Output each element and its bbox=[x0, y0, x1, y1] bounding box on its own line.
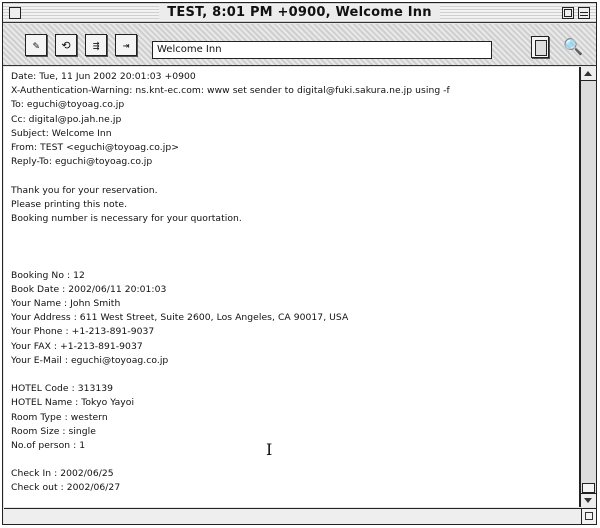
header-date: Date: Tue, 11 Jun 2002 20:01:03 +0900 bbox=[11, 71, 196, 82]
reply-icon[interactable]: ⟲ bbox=[55, 34, 77, 56]
message-body[interactable] bbox=[4, 67, 580, 507]
text-cursor-icon: I bbox=[266, 440, 273, 459]
pen-icon[interactable]: ✎ bbox=[25, 34, 47, 56]
header-reply-to: Reply-To: eguchi@toyoag.co.jp bbox=[11, 156, 153, 168]
scroll-down-icon[interactable] bbox=[581, 493, 596, 507]
forward-icon[interactable]: ⇶ bbox=[85, 34, 107, 56]
header-cc: Cc: digital@po.jah.ne.jp bbox=[11, 113, 122, 125]
binoculars-icon[interactable]: 🔍 bbox=[563, 37, 583, 56]
your-email: Your E-Mail : eguchi@toyoag.co.jp bbox=[11, 354, 169, 366]
your-phone: Your Phone : +1-213-891-9037 bbox=[11, 326, 155, 338]
scroll-up-icon[interactable] bbox=[581, 67, 596, 81]
intro-line: Please printing this note. bbox=[11, 198, 128, 210]
resize-handle-icon[interactable] bbox=[581, 509, 596, 524]
vertical-scrollbar[interactable] bbox=[580, 67, 596, 507]
bottom-bar bbox=[4, 508, 596, 524]
header-from: From: TEST <eguchi@toyoag.co.jp> bbox=[11, 141, 179, 153]
window-title: TEST, 8:01 PM +0900, Welcome Inn bbox=[3, 5, 596, 20]
hotel-code: HOTEL Code : 313139 bbox=[11, 383, 114, 395]
spacer bbox=[11, 254, 573, 268]
title-bar[interactable] bbox=[3, 3, 596, 23]
trash-icon[interactable] bbox=[531, 36, 549, 58]
spacer bbox=[11, 368, 573, 382]
spacer bbox=[11, 453, 573, 467]
spacer bbox=[11, 226, 573, 240]
check-in: Check In : 2002/06/25 bbox=[11, 468, 114, 480]
collapse-box[interactable] bbox=[578, 7, 590, 19]
your-name: Your Name : John Smith bbox=[11, 298, 121, 309]
room-type: Room Type : western bbox=[11, 411, 108, 423]
your-fax: Your FAX : +1-213-891-9037 bbox=[11, 340, 143, 352]
zoom-box[interactable] bbox=[562, 7, 574, 19]
spacer bbox=[11, 240, 573, 254]
subject-field[interactable]: Welcome Inn bbox=[152, 41, 492, 59]
header-warning: X-Authentication-Warning: ns.knt-ec.com: www set sender to digital@fuki.sakura.ne.jp using -f bbox=[11, 85, 450, 97]
toolbar bbox=[3, 24, 596, 66]
spacer bbox=[11, 169, 573, 183]
mail-window bbox=[2, 2, 597, 525]
header-subject: Subject: Welcome Inn bbox=[11, 127, 112, 139]
your-address: Your Address : 611 West Street, Suite 2600, Los Angeles, CA 90017, USA bbox=[11, 312, 349, 324]
room-size: Room Size : single bbox=[11, 425, 96, 437]
booking-no: Booking No : 12 bbox=[11, 269, 85, 281]
attach-icon[interactable]: ⇥ bbox=[115, 34, 137, 56]
no-of-person: No.of person : 1 bbox=[11, 439, 86, 451]
book-date: Book Date : 2002/06/11 20:01:03 bbox=[11, 283, 167, 295]
check-out: Check out : 2002/06/27 bbox=[11, 482, 121, 494]
intro-line: Booking number is necessary for your quortation. bbox=[11, 212, 242, 224]
intro-line: Thank you for your reservation. bbox=[11, 184, 158, 196]
header-to: To: eguchi@toyoag.co.jp bbox=[11, 99, 125, 111]
hotel-name: HOTEL Name : Tokyo Yayoi bbox=[11, 397, 135, 409]
scroll-thumb[interactable] bbox=[582, 483, 595, 493]
